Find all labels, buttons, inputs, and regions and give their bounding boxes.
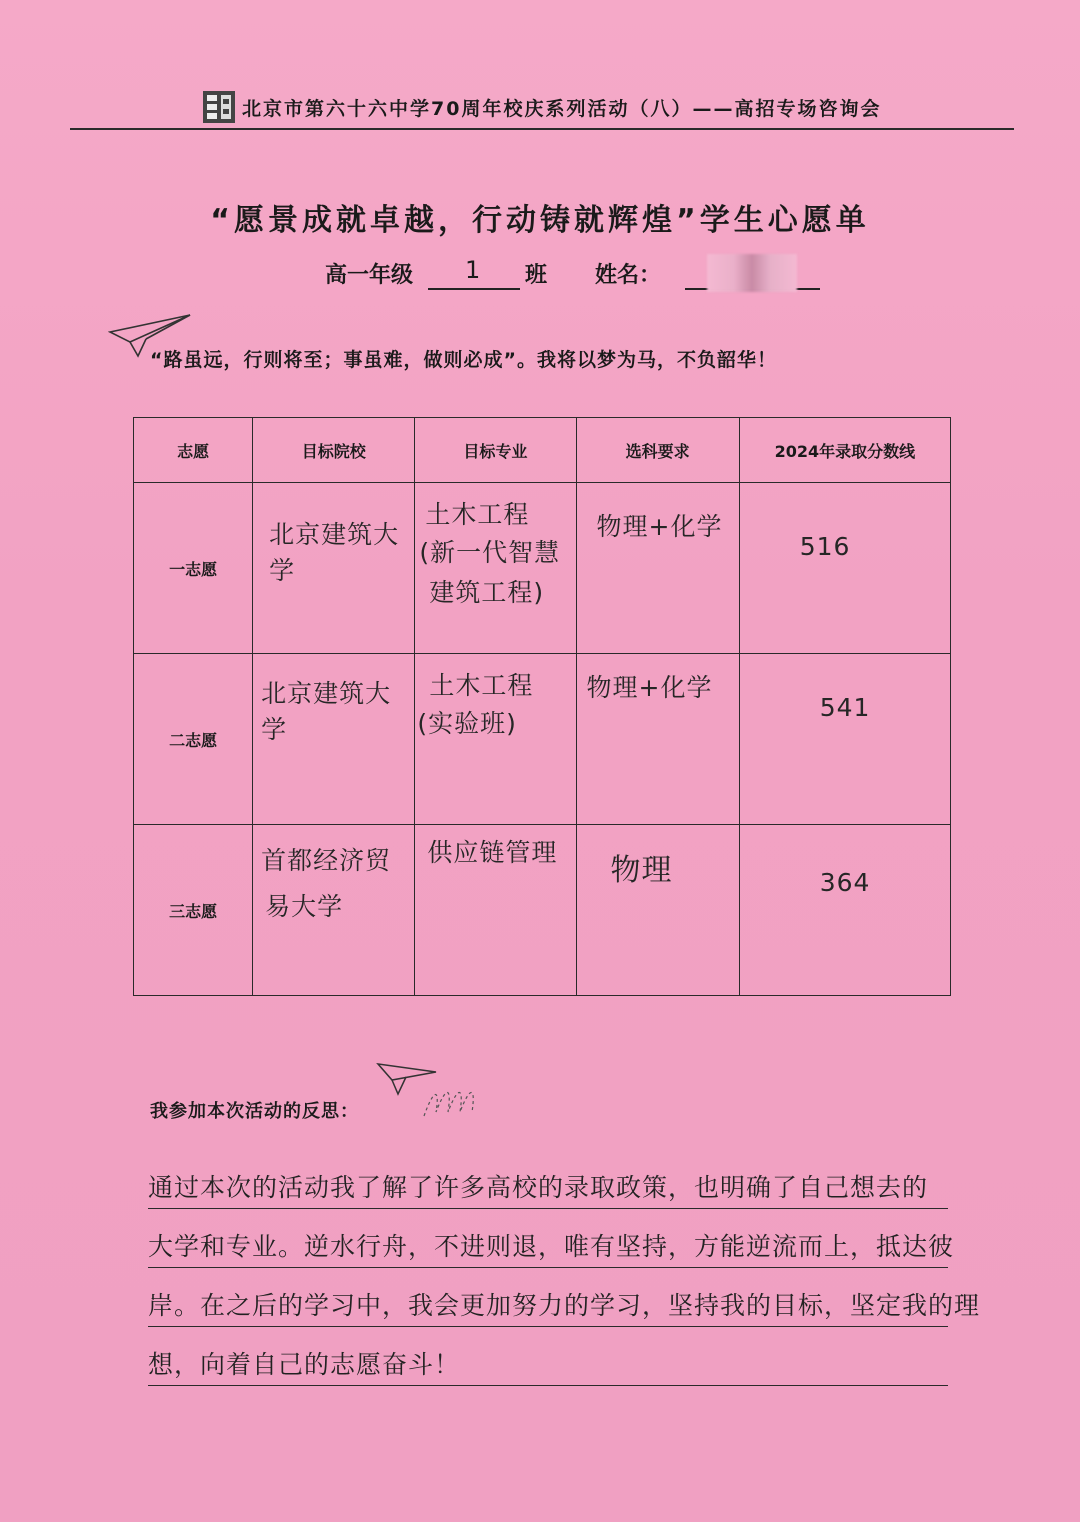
major-cell xyxy=(415,483,576,654)
score-text: 364 xyxy=(819,868,871,897)
school-logo xyxy=(202,90,236,124)
school-cell xyxy=(253,483,415,654)
header-text: 北京市第六十六中学70周年校庆系列活动（八）——高招专场咨询会 xyxy=(242,98,882,120)
table-row xyxy=(134,825,951,996)
school-cell xyxy=(253,825,415,996)
subjects-text: 物理 xyxy=(610,853,673,888)
row-label: 二志愿 xyxy=(134,654,253,825)
table-header-row xyxy=(134,418,951,483)
name-label: 姓名： xyxy=(595,263,662,288)
subjects-cell xyxy=(576,825,739,996)
major-line: (新一代智慧 xyxy=(419,538,561,567)
major-line: 建筑工程) xyxy=(429,578,545,607)
grade-label: 高一年级 xyxy=(325,263,414,288)
reflection-text: 通过本次的活动我了解了许多高校的录取政策，也明确了自己想去的 xyxy=(148,1173,929,1202)
header-cell: 选科要求 xyxy=(576,418,739,483)
page-title: “愿景成就卓越，行动铸就辉煌”学生心愿单 xyxy=(210,203,870,238)
school-cell xyxy=(253,654,415,825)
subjects-text: 物理+化学 xyxy=(596,512,723,541)
reflection-line xyxy=(148,1209,955,1268)
score-cell xyxy=(739,483,950,654)
major-line: 土木工程 xyxy=(429,671,534,700)
reflection-text: 岸。在之后的学习中，我会更加努力的学习，坚持我的目标，坚定我的理 xyxy=(148,1291,981,1320)
score-cell xyxy=(739,654,950,825)
major-line: (实验班) xyxy=(417,709,517,738)
reflection-line xyxy=(148,1327,948,1386)
header-cell: 2024年录取分数线 xyxy=(739,418,950,483)
wish-table xyxy=(133,417,951,996)
reflection-text: 大学和专业。逆水行舟，不进则退，唯有坚持，方能逆流而上，抵达彼 xyxy=(148,1232,955,1261)
table-row xyxy=(134,654,951,825)
score-text: 516 xyxy=(799,532,851,561)
subjects-text: 物理+化学 xyxy=(586,673,713,702)
header-cell: 目标院校 xyxy=(253,418,415,483)
major-line: 供应链管理 xyxy=(427,838,558,867)
header-cell: 志愿 xyxy=(134,418,253,483)
class-underline xyxy=(428,288,520,290)
class-value: 1 xyxy=(465,256,481,284)
header-bar xyxy=(70,90,1014,130)
subjects-cell xyxy=(576,483,739,654)
major-line: 土木工程 xyxy=(425,500,530,529)
score-text: 541 xyxy=(819,693,871,722)
reflection-text: 想，向着自己的志愿奋斗！ xyxy=(148,1350,461,1379)
score-cell xyxy=(739,825,950,996)
class-label: 班 xyxy=(525,263,548,288)
squiggle-decoration-icon xyxy=(420,1082,490,1122)
reflection-line xyxy=(148,1268,981,1327)
reflection-line xyxy=(148,1150,948,1209)
table-row xyxy=(134,483,951,654)
school-line: 首都经济贸 xyxy=(261,846,392,875)
school-text: 北京建筑大学 xyxy=(261,679,392,744)
reflection-label: 我参加本次活动的反思： xyxy=(150,1101,359,1122)
school-line: 易大学 xyxy=(265,892,344,921)
class-name-row xyxy=(325,258,845,292)
row-label: 三志愿 xyxy=(134,825,253,996)
redacted-name xyxy=(707,254,797,292)
header-cell: 目标专业 xyxy=(415,418,576,483)
motto-text: “路虽远，行则将至；事虽难，做则必成”。我将以梦为马，不负韶华！ xyxy=(150,349,777,371)
major-cell xyxy=(415,654,576,825)
subjects-cell xyxy=(576,654,739,825)
row-label: 一志愿 xyxy=(134,483,253,654)
major-cell xyxy=(415,825,576,996)
school-text: 北京建筑大学 xyxy=(269,520,400,585)
reflection-lines xyxy=(148,1150,981,1386)
